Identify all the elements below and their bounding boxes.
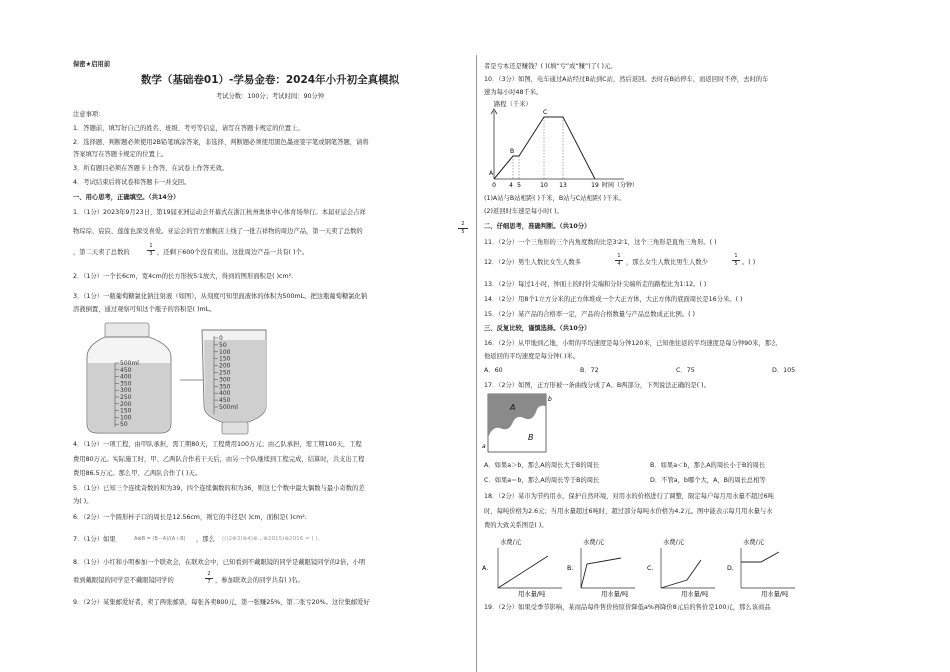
q1-fraction-1 — [458, 221, 468, 236]
fraction-numerator: 2 — [205, 571, 213, 579]
x-tick-0: 0 — [492, 182, 496, 189]
q17-text: 17．（2分）如图，正方形被一条曲线分成了A、B两部分，下列说法正确的是( )。 — [484, 382, 710, 389]
option-label: B. — [567, 565, 574, 572]
bottle1-tick-label: 150 — [120, 407, 132, 415]
x-tick-4: 4 — [509, 182, 513, 189]
fraction-numerator: 1 — [147, 243, 155, 251]
q18-line-3: 费的大致关系图是( )。 — [484, 522, 548, 529]
note-2-cont: 答案填写在答题卡规定的位置上。 — [73, 151, 168, 158]
bottle1-tick-label: 300 — [120, 387, 132, 395]
option-label: C. — [647, 565, 654, 572]
q4-line-1: 4．（1分）一项工程，由甲队承担，需工期80天，工程费用100万元；由乙队承担，需工期100天，工程 — [73, 441, 362, 448]
graph-ylabel: 水费/元 — [500, 539, 522, 546]
bottle1-tick-label: 450 — [120, 366, 132, 374]
q10-sub-2: (2)返回时车速是每小时( )。 — [484, 208, 563, 215]
q7-formula: A⊗B = (B－A)/(A＋B) — [134, 536, 186, 542]
q9-continued: 者是亏本还是赚钱？( )(填“亏”或“赚”)了( )元。 — [484, 63, 617, 70]
point-A-label: A — [489, 170, 494, 177]
fraction-denominator: 5 — [461, 229, 465, 235]
bottle2-tick-label: 200 — [219, 362, 231, 370]
q17-option-c: C．如果a＝b，那么A的周长等于B的周长 — [484, 477, 600, 484]
graph-xlabel: 用水量/吨 — [601, 591, 629, 598]
fraction-numerator: 1 — [732, 253, 740, 261]
graph-xlabel: 用水量/吨 — [518, 591, 546, 598]
q8-line-1: 8．（1分）小红和小明参加一个联欢会，在联欢会中，已知看到不戴眼镜的同学是戴眼镜同学的2倍，小明 — [73, 559, 366, 566]
q5-line-2: 为( )。 — [73, 498, 93, 505]
fee-line — [498, 556, 548, 588]
graph-xlabel: 用水量/吨 — [761, 591, 789, 598]
bottle1-tick-label: 500ml — [120, 360, 139, 367]
q7-expression: (((2⊗3)⊗4)⊗…⊗2015)⊗2016 = ( )。 — [222, 536, 324, 542]
q3-line-1: 3．（1分）一瓶葡萄糖氯化钠注射液（如图），从刻度可知里面液体的体积为500mL。把这瓶葡萄糖氯化钠 — [73, 293, 368, 300]
point-C-label: C — [543, 109, 548, 116]
graph-ylabel: 水费/元 — [743, 539, 765, 546]
q5-line-1: 5．（1分）已知三个连续奇数的和为39，四个连续偶数的和为36，则这七个数中最大偶数与最小奇数的差 — [73, 485, 365, 492]
bottle2-tick-label: 150 — [219, 355, 231, 363]
graph-xlabel: 用水量/吨 — [681, 591, 709, 598]
q11-text: 11．（2分）一个三角形的三个内角度数的比是3∶2∶1，这个三角形是直角三角形。( ) — [484, 239, 717, 246]
fraction-denominator: 7 — [207, 579, 211, 585]
q8-line-2a: 看到戴眼镜的同学是不戴眼镜同学的 — [73, 577, 174, 584]
q8-line-2b: ，参加联欢会的同学共有( )名。 — [215, 577, 304, 584]
q12-fraction-2 — [732, 253, 740, 268]
fraction-denominator: 5 — [734, 261, 738, 267]
region-A-label: A — [510, 403, 516, 412]
bottle1-tick-label: 250 — [120, 394, 132, 401]
bottle-cap — [222, 422, 248, 434]
bottle1-tick-label: 400 — [120, 373, 132, 381]
q15-text: 15．（2分）某产品的合格率一定，产品的合格数量与产品总数成正比例。( ) — [484, 311, 695, 318]
q17-option-d: D．不管a，b哪个大，A，B的周长总相等 — [650, 477, 766, 484]
bottle2-tick-label: 100 — [219, 348, 231, 356]
bottle2-tick-label: 0 — [219, 335, 223, 342]
q4-line-2: 费用80万元。实际施工时，甲、乙两队合作若干天后，由另一个队继续到工程完成，结算时，共支出工程 — [73, 456, 365, 463]
bottle-cap — [105, 323, 149, 337]
note-3: 3．所有题目必须在答题卡上作答，在试卷上作答无效。 — [73, 165, 229, 172]
fee-line — [581, 558, 621, 588]
q8-fraction — [205, 571, 213, 586]
point-B-label: B — [510, 148, 515, 155]
option-label: A. — [482, 565, 489, 572]
q1-line-2: 物琮琮、宸宸、莲莲也深受喜爱。亚运会的官方旗舰店上线了一批吉祥物的周边产品，第一天卖了总数的 — [73, 228, 363, 235]
graph-ylabel: 水费/元 — [663, 539, 685, 546]
q16-option-d: D．105 — [772, 367, 796, 374]
q1-line-1: 1．（1分）2023年9月23日，第19届亚洲运动会开幕式在浙江杭州奥体中心体育场举行。本届亚运会吉祥 — [73, 209, 366, 216]
bottle2-tick-label: 450 — [219, 397, 231, 405]
x-tick-13: 13 — [559, 182, 567, 189]
region-B-label: B — [528, 433, 534, 442]
q12-fraction-1 — [615, 253, 623, 268]
q6-text: 6．（2分）一个圆形杯子口的周长是12.56cm，则它的半径是( )cm，面积是( )cm². — [73, 514, 307, 521]
q7-prefix: 7．（1分）如果 — [73, 536, 116, 543]
q12-part-a: 12．（2分）男生人数比女生人数多 — [484, 259, 582, 266]
q12-part-b: ，那么女生人数比男生人数少 — [626, 259, 708, 266]
q7-mid: ，那么 — [196, 536, 215, 543]
note-4: 4．考试结束后将试卷和答题卡一并交回。 — [73, 179, 191, 186]
note-1: 1．答题前，填写好自己的姓名、班级、考号等信息，请写在答题卡规定的位置上。 — [73, 125, 304, 132]
section-2-heading: 二、仔细思考，准确判断。（共10分） — [484, 223, 591, 230]
bottle1-tick-label: 200 — [120, 400, 132, 408]
x-tick-5: 5 — [517, 182, 521, 189]
graph-ylabel: 水费/元 — [583, 539, 605, 546]
fraction-denominator: 4 — [617, 261, 621, 267]
q1-line-3a: ，第二天卖了总数的 — [73, 249, 130, 256]
q1-fraction-2 — [147, 243, 155, 258]
side-b-label: b — [548, 396, 552, 403]
q17-option-b: B．如果a＜b，那么A的周长小于B的周长 — [650, 462, 766, 469]
square-curve-figure — [482, 392, 557, 456]
q16-option-a: A．60 — [484, 367, 503, 374]
q12-part-c: 。( ) — [742, 259, 756, 266]
section-1-heading: 一、用心思考，正确填空。（共14分） — [73, 194, 180, 201]
fee-line — [741, 552, 779, 562]
x-tick-19: 19 — [591, 182, 599, 189]
graph-ylabel: 路程（千米） — [494, 101, 532, 108]
bottle1-tick-label: 100 — [120, 414, 132, 422]
graph-xlabel: 时间（分钟） — [602, 182, 639, 189]
q19-text: 19．（2分）如果受季节影响，某商品每件售价按原价降低a%再降价8元后的售价是100元，那么该商品 — [484, 604, 771, 611]
q2-text: 2．（1分）一个长6cm，宽4cm的长方形按5∶1放大，得到的图形面积是( )cm². — [73, 273, 294, 280]
q18-line-2: 时，每吨价格为2.6元；当用水量超过6吨时，超过部分每吨水价格为4.2元。图中能表示每月用水量与水 — [484, 508, 773, 515]
q10-line-2: 速为每小时48千米。 — [484, 89, 543, 96]
fee-line — [661, 560, 701, 588]
exam-title: 数学（基础卷01）-学易金卷：2024年小升初全真模拟 — [140, 74, 400, 86]
q9-line-1: 9．（2分）某集邮爱好者，卖了两张邮票，每张各卖800元，第一张赚25%，第二张亏20%。这位集邮爱好 — [73, 599, 370, 606]
q17-option-a: A．如果a＞b，那么A的周长大于B的周长 — [484, 462, 600, 469]
inverted-bottle-figure — [200, 328, 270, 436]
q3-line-2: 溶液倒置，通过观察可知这个瓶子的容积是( )mL。 — [73, 306, 216, 313]
x-tick-10: 10 — [540, 182, 548, 189]
notes-title: 注意事项： — [73, 111, 105, 118]
bottle2-tick-label: 50 — [219, 341, 227, 349]
q4-line-3: 费用86.5万元。那么甲、乙两队合作了( )天。 — [73, 470, 201, 477]
fraction-denominator: 3 — [149, 251, 153, 257]
q16-option-c: C．75 — [676, 367, 695, 374]
option-label: D. — [727, 565, 734, 572]
section-3-heading: 三、反复比较，谨慎选择。（共10分） — [484, 325, 591, 332]
exam-info: 考试分数：100分；考试时间：90分钟 — [215, 93, 325, 100]
fraction-numerator: 1 — [615, 253, 623, 261]
q16-option-b: B．72 — [580, 367, 599, 374]
bottle2-tick-label: 350 — [219, 383, 231, 391]
bottle2-tick-label: 400 — [219, 390, 231, 398]
q16-line-2: 他返回的平均速度是每分钟( )米。 — [484, 353, 580, 360]
q18-line-1: 18．（2分）某市为节约用水，保护自然环境，对用水的价格进行了调整，限定每户每月用水量不超过6吨 — [484, 493, 774, 500]
bottle1-tick-label: 350 — [120, 380, 132, 388]
bottle2-tick-label: 250 — [219, 369, 231, 377]
note-2: 2．选择题、判断题必须使用2B铅笔填涂答案，非选择、判断题必须使用黑色墨迹签字笔或钢笔答题，请将 — [73, 139, 369, 146]
column-divider — [476, 55, 477, 672]
q1-line-3b: ，还剩下600个没有卖出。这批周边产品一共有( )个。 — [157, 249, 309, 256]
side-a-label: a — [482, 443, 486, 450]
upright-bottle-figure — [85, 323, 175, 435]
q18-graph-d — [725, 530, 825, 600]
fraction-numerator: 2 — [458, 221, 468, 229]
bottle1-tick-label: 50 — [120, 421, 128, 429]
bottle2-tick-label: 500ml — [219, 404, 238, 411]
q13-text: 13．（2分）每过1小时，钟面上的时针尖端和分针尖端所走的路程比为1∶12。( ) — [484, 281, 707, 288]
distance-time-graph — [484, 98, 644, 190]
q10-sub-1: (1)A站与B站相距( )千米，B站与C站相距( )千米。 — [484, 195, 625, 202]
bottle2-tick-label: 300 — [219, 376, 231, 384]
q10-line-1: 10．（3分）如图，电车通过A站经过B站到C站，然后返回。去时在B站停车，而返回时不停，去时的车 — [484, 76, 769, 83]
confidential-label: 保密★启用前 — [73, 61, 111, 68]
q16-line-1: 16．（2分）从甲地到乙地，小明的平均速度是每分钟120米，已知他往返的平均速度是每分钟90米，那么 — [484, 340, 778, 347]
q14-text: 14．（2分）用8个1立方分米的正方体堆成一个大正方体，大正方体的底面周长是16分米。( ) — [484, 296, 743, 303]
